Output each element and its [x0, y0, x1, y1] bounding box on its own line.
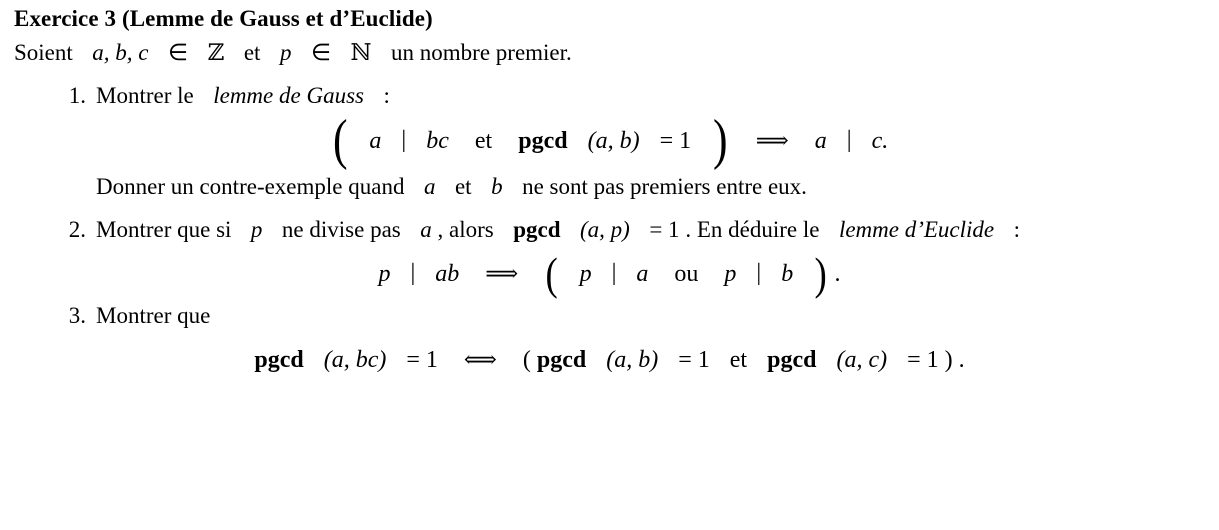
equation-gauss-pgcd: pgcd: [518, 127, 568, 154]
equation-euclide-p1: p: [579, 261, 592, 288]
item2-pgcd-args: (a, p): [580, 216, 630, 242]
item2-equals-one: = 1: [649, 216, 680, 242]
intro-membership-2: ∈: [310, 40, 331, 66]
item-body-2: [96, 216, 1219, 245]
equation3-period: .: [958, 347, 965, 374]
item2-segment-4: . En déduire le: [685, 216, 820, 242]
item-number-3: 3.: [68, 303, 86, 329]
equation3-equals-3: = 1: [907, 347, 939, 374]
item1-note-after: ne sont pas premiers entre eux.: [522, 173, 807, 199]
equation-euclide-ab: ab: [435, 261, 460, 288]
intro-variables: a, b, c: [92, 40, 149, 66]
equation3-args-2: (a, b): [606, 347, 659, 374]
equation-gauss-args: (a, b): [587, 127, 640, 154]
equation-euclide-implies: ⟹: [485, 261, 519, 288]
equation3-args-1: (a, bc): [323, 347, 387, 374]
item1-note-before: Donner un contre-exemple quand: [96, 173, 405, 199]
equation-gauss-bc: bc: [426, 127, 449, 154]
item1-text-before: Montrer le: [96, 83, 194, 109]
equation-euclide-p2: p: [724, 261, 737, 288]
intro-set-integers: ℤ: [207, 40, 225, 67]
intro-tail: un nombre premier.: [391, 40, 572, 66]
item1-emphasis: lemme de Gauss: [213, 83, 364, 109]
equation3-iff: ⟺: [463, 347, 497, 374]
item2-emphasis: lemme d’Euclide: [838, 216, 995, 242]
equation-euclide: p | ab ⟹ ( p | a ou p | b ) .: [378, 248, 841, 300]
item2-pgcd: pgcd: [513, 216, 561, 242]
item1-note-a: a: [423, 173, 436, 199]
intro-variable-p: p: [279, 40, 292, 66]
equation3-equals-2: = 1: [678, 347, 710, 374]
list-item: [54, 302, 1219, 331]
equation-gauss-divides: |: [401, 126, 407, 153]
item2-segment-2: ne divise pas: [281, 216, 401, 242]
item-body-3: Montrer que: [96, 303, 211, 329]
equation-euclide-divides: |: [410, 260, 416, 287]
equation3-et: et: [729, 347, 748, 374]
equation-euclide-period: .: [834, 261, 841, 288]
equation-euclide-p: p: [378, 261, 391, 288]
equation3-pgcd-2: pgcd: [536, 347, 587, 374]
document-page: [0, 6, 1219, 530]
equation3-close-paren: ): [944, 347, 953, 374]
equation3-pgcd-3: pgcd: [767, 347, 817, 374]
equation-euclide-b: b: [781, 261, 794, 288]
equation-euclide-div1: |: [611, 260, 617, 287]
item1-note-b: b: [491, 173, 503, 199]
item2-var-a: a: [420, 216, 432, 242]
equation-gauss-rhs-c: c.: [871, 127, 889, 154]
equation3-equals-1: = 1: [406, 347, 438, 374]
list-item: [54, 82, 1219, 111]
equation-gauss-equals-one: = 1: [659, 127, 692, 154]
item2-segment-1: Montrer que si: [96, 216, 232, 242]
equation-euclide-a: a: [636, 261, 649, 288]
equation-gauss-a: a: [369, 127, 382, 154]
equation-pgcd-product: [0, 347, 1219, 374]
equation-gauss-implies: ⟹: [755, 127, 789, 154]
item2-segment-3: , alors: [437, 216, 494, 242]
equation-gauss-rhs-divides: |: [846, 126, 852, 153]
exercise-intro: [14, 39, 1219, 68]
item-number-1: 1.: [68, 83, 86, 109]
equation-gauss-et: et: [474, 127, 493, 154]
item2-var-p: p: [250, 216, 263, 242]
equation3-pgcd-1: pgcd: [254, 347, 304, 374]
item2-segment-5: :: [1013, 216, 1021, 242]
intro-lead: Soient: [14, 40, 73, 66]
exercise-title: Exercice 3 (Lemme de Gauss et d’Euclide): [14, 6, 433, 31]
equation3-args-3: (a, c): [836, 347, 888, 374]
item1-note: [96, 173, 1219, 202]
item-body-1: [96, 82, 1219, 111]
equation-euclide-ou: ou: [674, 261, 699, 288]
equation-gauss: ( a | bc et pgcd (a, b) = 1 ) ⟹ a | c.: [332, 108, 889, 171]
item1-note-middle: et: [454, 173, 472, 199]
intro-set-naturals: ℕ: [350, 40, 372, 67]
item1-text-after: :: [383, 83, 390, 109]
intro-membership-1: ∈: [168, 40, 189, 66]
intro-conjunction: et: [243, 40, 261, 66]
equation-euclide-div2: |: [756, 260, 762, 287]
equation3-open-paren: (: [522, 347, 531, 374]
list-item: [54, 216, 1219, 245]
equation-gauss-rhs-a: a: [814, 127, 827, 154]
item-number-2: 2.: [68, 216, 86, 242]
